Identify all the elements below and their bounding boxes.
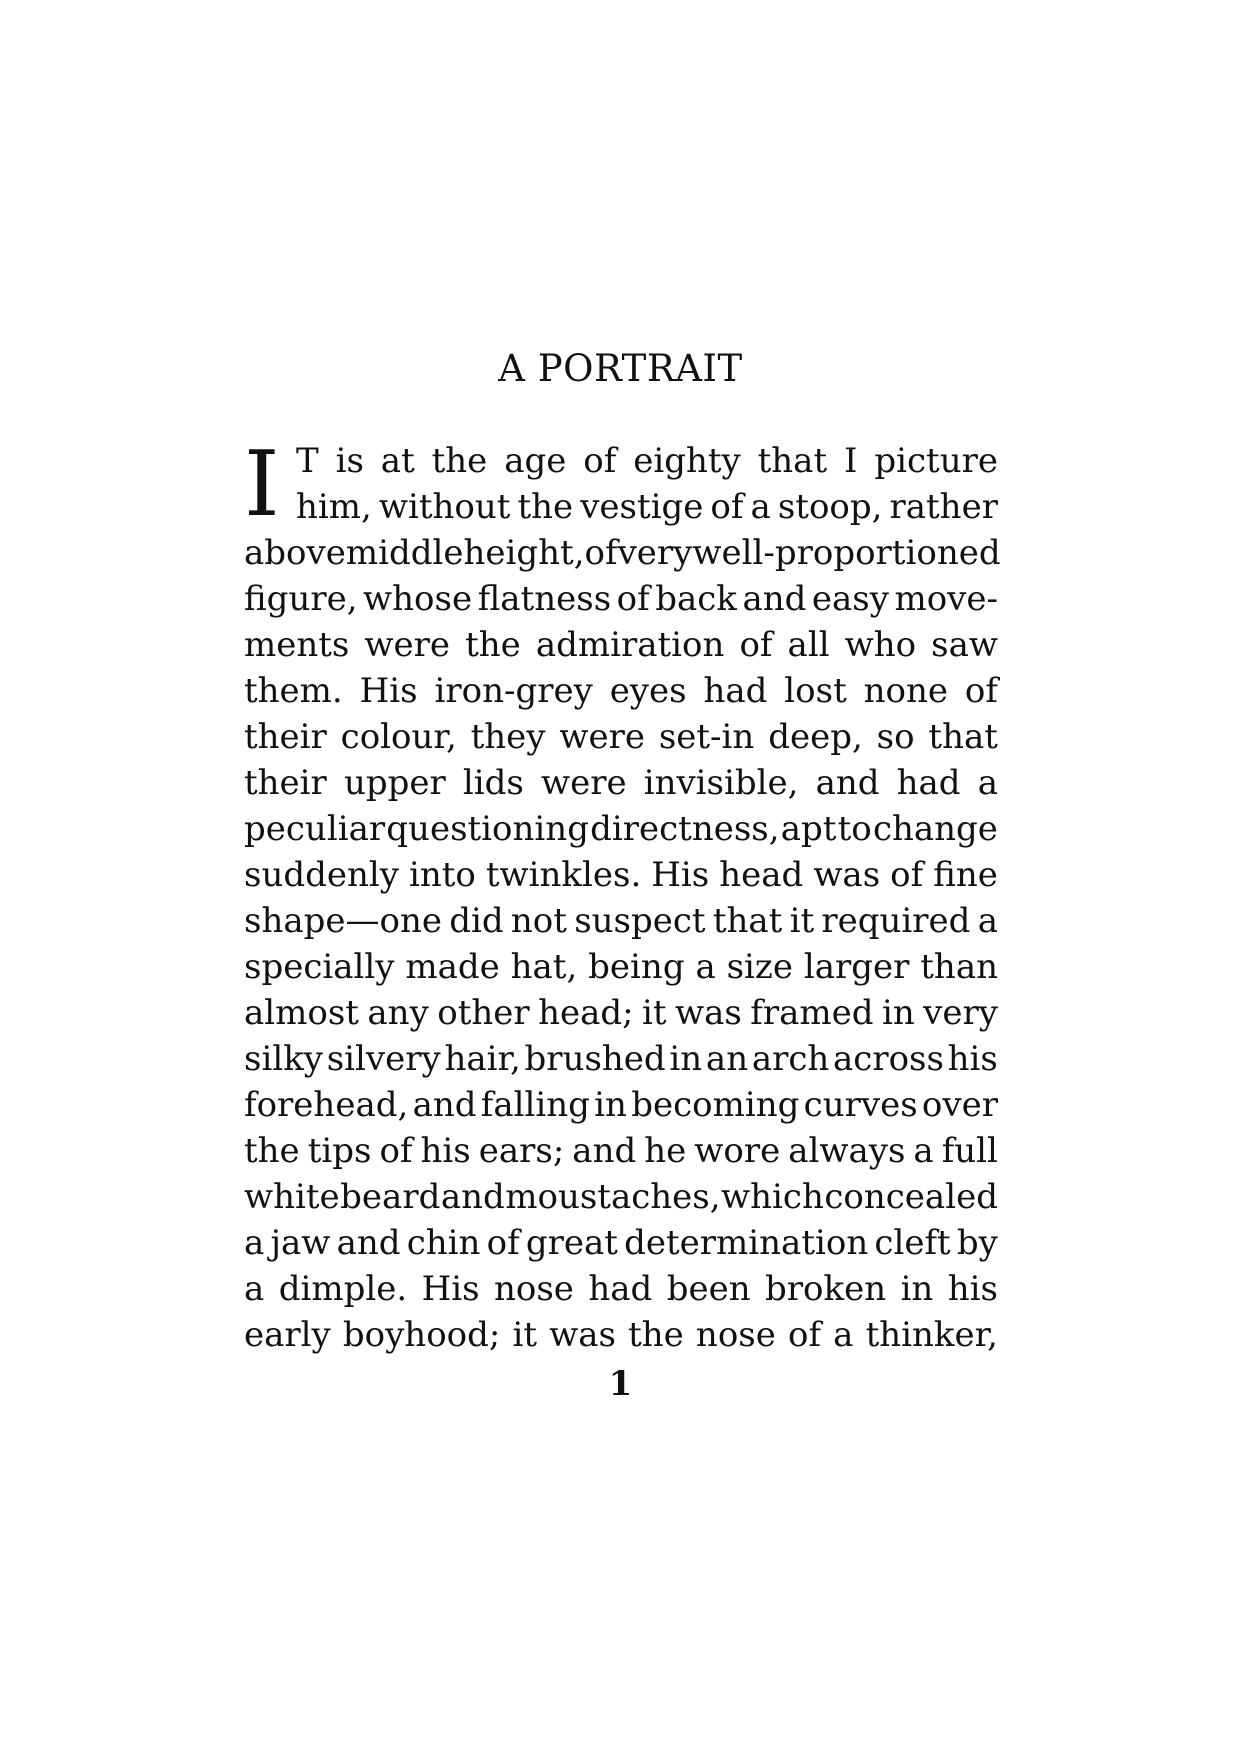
text-line (244, 576, 998, 622)
word: so (876, 717, 915, 757)
word: white (244, 1177, 340, 1217)
word: that (712, 901, 783, 941)
word: picture (874, 441, 998, 481)
word: shape—one (244, 901, 442, 941)
text-line (244, 1128, 998, 1174)
word: of (379, 1131, 413, 1171)
word: their (244, 763, 327, 803)
word: their (244, 717, 327, 757)
text-line (244, 760, 998, 806)
word: of (739, 625, 773, 665)
word: in (594, 1085, 627, 1125)
word: questioning (386, 809, 589, 849)
text-line (244, 898, 998, 944)
word: falling (480, 1085, 590, 1125)
word: vestige (580, 487, 704, 527)
text-line (244, 1082, 998, 1128)
word: curves (803, 1085, 918, 1125)
word: thinker, (865, 1315, 998, 1355)
word: who (844, 625, 917, 665)
word: being (588, 947, 685, 987)
word: in (881, 993, 915, 1033)
word: twinkles. (485, 855, 642, 895)
word: by (956, 1223, 998, 1263)
word: was (675, 993, 742, 1033)
word: head (719, 855, 804, 895)
word: easy (811, 579, 889, 619)
word: him, (296, 487, 372, 527)
word: broken (765, 1269, 887, 1309)
word: ears; (478, 1131, 565, 1171)
word: he (644, 1131, 687, 1171)
word: chin (406, 1223, 481, 1263)
word: early (244, 1315, 331, 1355)
word: the (431, 441, 488, 481)
word: lost (784, 671, 847, 711)
word: change (872, 809, 998, 849)
word: a (244, 1269, 265, 1309)
word: of (583, 441, 617, 481)
word: hat, (510, 947, 578, 987)
word: the (517, 487, 574, 527)
text-line (244, 1312, 998, 1358)
word: were (540, 763, 627, 803)
word: saw (931, 625, 998, 665)
word: concealed (824, 1177, 998, 1217)
word: of (787, 1315, 822, 1355)
word: none (863, 671, 949, 711)
word: the (465, 625, 521, 665)
word: invisible, (643, 763, 799, 803)
word: a (695, 947, 716, 987)
word: that (757, 441, 828, 481)
word: flatness (477, 579, 612, 619)
word: great (525, 1223, 618, 1263)
text-line (244, 714, 998, 760)
word: of (964, 671, 998, 711)
word: fine (933, 855, 998, 895)
word: an (705, 1039, 749, 1079)
word: and (440, 1177, 505, 1217)
text-line (244, 1266, 998, 1312)
word: back (655, 579, 737, 619)
word: set-in (658, 717, 755, 757)
text-line (244, 530, 1001, 576)
text-line (244, 806, 998, 852)
word: suddenly (244, 855, 399, 895)
word: forehead, (244, 1085, 409, 1125)
word: figure, (244, 579, 358, 619)
word: they (470, 717, 546, 757)
word: his (947, 1039, 998, 1079)
word: colour, (340, 717, 457, 757)
word: larger (803, 947, 910, 987)
word: jaw (270, 1223, 331, 1263)
word: a (244, 1223, 265, 1263)
word: required (821, 901, 971, 941)
word: deep, (768, 717, 863, 757)
word: upper (343, 763, 446, 803)
word: that (928, 717, 998, 757)
text-line (244, 852, 998, 898)
word: it (789, 901, 815, 941)
word: His (359, 671, 418, 711)
word: moustaches, (505, 1177, 721, 1217)
word: his (947, 1269, 998, 1309)
word: almost (244, 993, 359, 1033)
word: head; (538, 993, 634, 1033)
text-line (244, 1174, 998, 1220)
word: becoming (631, 1085, 800, 1125)
word: not (510, 901, 567, 941)
word: very (923, 993, 998, 1033)
word: made (405, 947, 500, 987)
word: was (549, 1315, 616, 1355)
word: eighty (633, 441, 741, 481)
word: brushed (524, 1039, 666, 1079)
word: cleft (874, 1223, 951, 1263)
word: full (941, 1131, 998, 1171)
word: in (669, 1039, 703, 1079)
word: nose (493, 1269, 574, 1309)
word: nose (695, 1315, 776, 1355)
text-line (244, 1220, 998, 1266)
word: lids (462, 763, 524, 803)
word: which (721, 1177, 824, 1217)
word: into (408, 855, 476, 895)
word: were (364, 625, 451, 665)
text-line (296, 484, 998, 530)
word: of (616, 579, 650, 619)
word: it (512, 1315, 538, 1355)
word: wore (694, 1131, 781, 1171)
word: is (335, 441, 364, 481)
word: apt (780, 809, 837, 849)
word: always (788, 1131, 906, 1171)
word: above (244, 533, 346, 573)
word: boyhood; (342, 1315, 501, 1355)
word: had (703, 671, 768, 711)
word: than (920, 947, 998, 987)
word: and (412, 1085, 477, 1125)
word: been (666, 1269, 751, 1309)
word: had (896, 763, 961, 803)
word: were (559, 717, 645, 757)
word: His (651, 855, 710, 895)
word: it (642, 993, 667, 1033)
chapter-title: A PORTRAIT (498, 347, 743, 390)
word: beard (340, 1177, 441, 1217)
word: of (584, 533, 618, 573)
text-line (244, 622, 998, 668)
text-line (244, 668, 998, 714)
word: without (378, 487, 511, 527)
word: over (921, 1085, 998, 1125)
word: and (742, 579, 807, 619)
word: eyes (609, 671, 687, 711)
word: any (367, 993, 429, 1033)
word: height, (463, 533, 585, 573)
word: at (380, 441, 415, 481)
word: to (837, 809, 872, 849)
word: across (833, 1039, 944, 1079)
word: a (750, 487, 771, 527)
word: had (588, 1269, 653, 1309)
word: was (813, 855, 881, 895)
page-number: 1 (608, 1364, 633, 1404)
word: of (890, 855, 924, 895)
word: and (572, 1131, 637, 1171)
word: a (913, 1131, 934, 1171)
word: silky (244, 1039, 324, 1079)
word: arch (751, 1039, 830, 1079)
text-line (296, 438, 998, 484)
drop-cap: I (244, 432, 280, 537)
word: a (977, 763, 998, 803)
word: directness, (590, 809, 780, 849)
word: them. (244, 671, 343, 711)
word: I (844, 441, 858, 481)
word: hair, (444, 1039, 521, 1079)
body-text (244, 432, 1001, 1358)
word: specially (244, 947, 395, 987)
word: all (787, 625, 830, 665)
word: did (449, 901, 504, 941)
word: the (244, 1131, 300, 1171)
word: silvery (326, 1039, 441, 1079)
word: dimple. (278, 1269, 408, 1309)
word: size (726, 947, 793, 987)
word: His (421, 1269, 480, 1309)
word: whose (363, 579, 473, 619)
word: peculiar (244, 809, 386, 849)
word: move- (894, 579, 998, 619)
text-line (244, 944, 998, 990)
word: well-proportioned (692, 533, 1001, 573)
text-line (244, 1036, 998, 1082)
word: a (833, 1315, 854, 1355)
word: ments (244, 625, 350, 665)
word: in (900, 1269, 934, 1309)
word: admiration (535, 625, 725, 665)
word: stoop, (777, 487, 883, 527)
word: and (336, 1223, 401, 1263)
text-line (244, 990, 998, 1036)
word: his (420, 1131, 471, 1171)
word: of (710, 487, 744, 527)
word: framed (750, 993, 874, 1033)
word: other (437, 993, 530, 1033)
word: of (486, 1223, 520, 1263)
word: middle (345, 533, 464, 573)
word: very (617, 533, 693, 573)
opening-lines (244, 432, 998, 537)
word: the (628, 1315, 684, 1355)
word: a (977, 901, 998, 941)
word: suspect (574, 901, 706, 941)
word: T (296, 441, 319, 481)
word: determination (624, 1223, 869, 1263)
word: rather (889, 487, 998, 527)
word: and (815, 763, 880, 803)
word: age (504, 441, 567, 481)
word: iron-grey (434, 671, 593, 711)
word: tips (307, 1131, 372, 1171)
